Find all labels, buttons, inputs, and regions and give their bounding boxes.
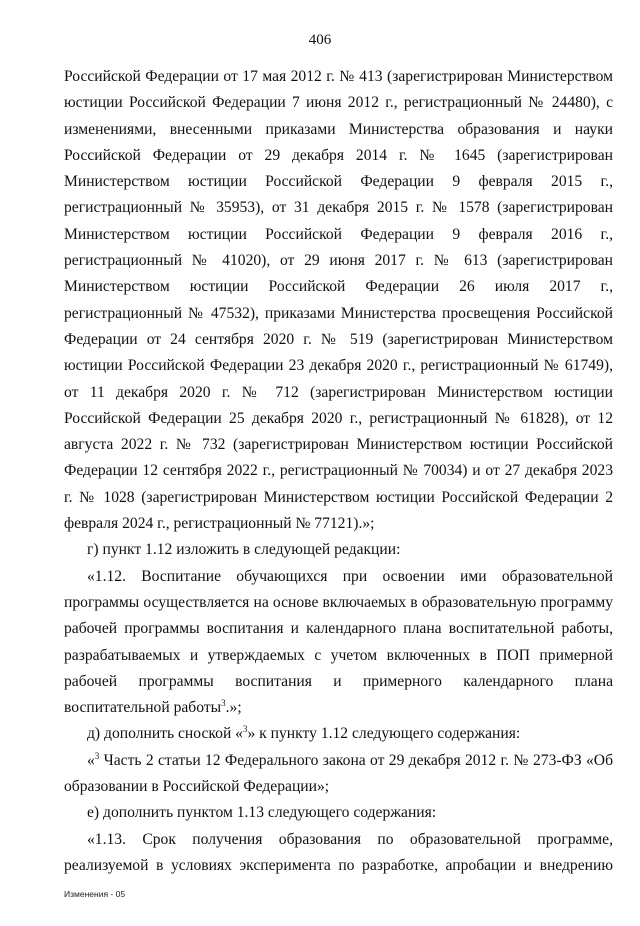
paragraph-amendments-list xyxy=(64,64,613,537)
footnote-mark: 3 xyxy=(94,750,100,761)
paragraph-item-e xyxy=(64,800,613,826)
footer-revision-label: Изменения - 05 xyxy=(64,889,126,899)
paragraph-clause-1-13 xyxy=(64,827,613,880)
footnote-mark: 3 xyxy=(221,698,226,709)
quote-open: « xyxy=(87,751,95,769)
paragraph-text: г) пункт 1.12 изложить в следующей редакции: xyxy=(87,541,401,559)
paragraph-clause-1-12 xyxy=(64,564,613,722)
paragraph-text: «1.13. Срок получения образования по образовательной программе, реализуемой в условиях эксперимента по разработке, апробации и внедрению xyxy=(64,830,613,874)
document-body xyxy=(64,64,613,879)
paragraph-end: .»; xyxy=(225,699,242,717)
footnote-mark: 3 xyxy=(242,724,248,735)
paragraph-item-d xyxy=(64,721,613,747)
paragraph-text: е) дополнить пунктом 1.13 следующего содержания: xyxy=(87,804,437,822)
paragraph-text: Часть 2 статьи 12 Федерального закона от 29 декабря 2012 г. № 273-ФЗ «Об образовании в Российской Федерации»; xyxy=(64,751,614,796)
paragraph-item-g xyxy=(64,537,613,563)
paragraph-text: Российской Федерации от 17 мая 2012 г. № 413 (зарегистрирован Министерством юстиции Российской Федерации 7 июня 2012 г., регистрационный № 24480), с изменениями, внесенными приказами Министерства образования и науки Российской Федерации от 29 декабря 2014 г. № 1645 (зарегистрирован Министерством юстиции Российской Федерации 9 февраля 2015 г., регистрационный № 35953), от 31 декабря 2015 г. № 1578 (зарегистрирован Министерством юстиции Российской Федерации 9 февраля 2016 г., регистрационный № 41020), от 29 июня 2017 г. № 613 (зарегистрирован Министерством юстиции Российской Федерации 26 июля 2017 г., регистрационный № 47532), приказами Министерства просвещения Российской Федерации от 24 сентября 2020 г. № 519 (зарегистрирован Министерством юстиции Российской Федерации 23 декабря 2020 г., регистрационный № 61749), от 11 декабря 2020 г. № 712 (зарегистрирован Министерством юстиции Российской Федерации 25 декабря 2020 г., регистрационный № 61828), от 12 августа 2022 г. № 732 (зарегистрирован Министерством юстиции Российской Федерации 12 сентября 2022 г., регистрационный № 70034) и от 27 декабря 2023 г. № 1028 (зарегистрирован Министерством юстиции Российской Федерации 2 февраля 2024 г., регистрационный № 77121).»; xyxy=(64,68,613,533)
paragraph-text: д) дополнить сноской « xyxy=(87,725,243,743)
paragraph-text-cont: » к пункту 1.12 следующего содержания: xyxy=(247,725,521,743)
paragraph-text: «1.12. Воспитание обучающихся при освоении ими образовательной программы осуществляется на основе включаемых в образовательную программу рабочей программы воспитания и календарного плана воспитательной работы, разрабатываемых и утверждаемых с учетом включенных в ПОП примерной рабочей программы воспитания и примерного календарного плана воспитательной работы xyxy=(64,567,613,717)
paragraph-footnote-3 xyxy=(64,748,613,801)
page-number: 406 xyxy=(308,32,332,48)
